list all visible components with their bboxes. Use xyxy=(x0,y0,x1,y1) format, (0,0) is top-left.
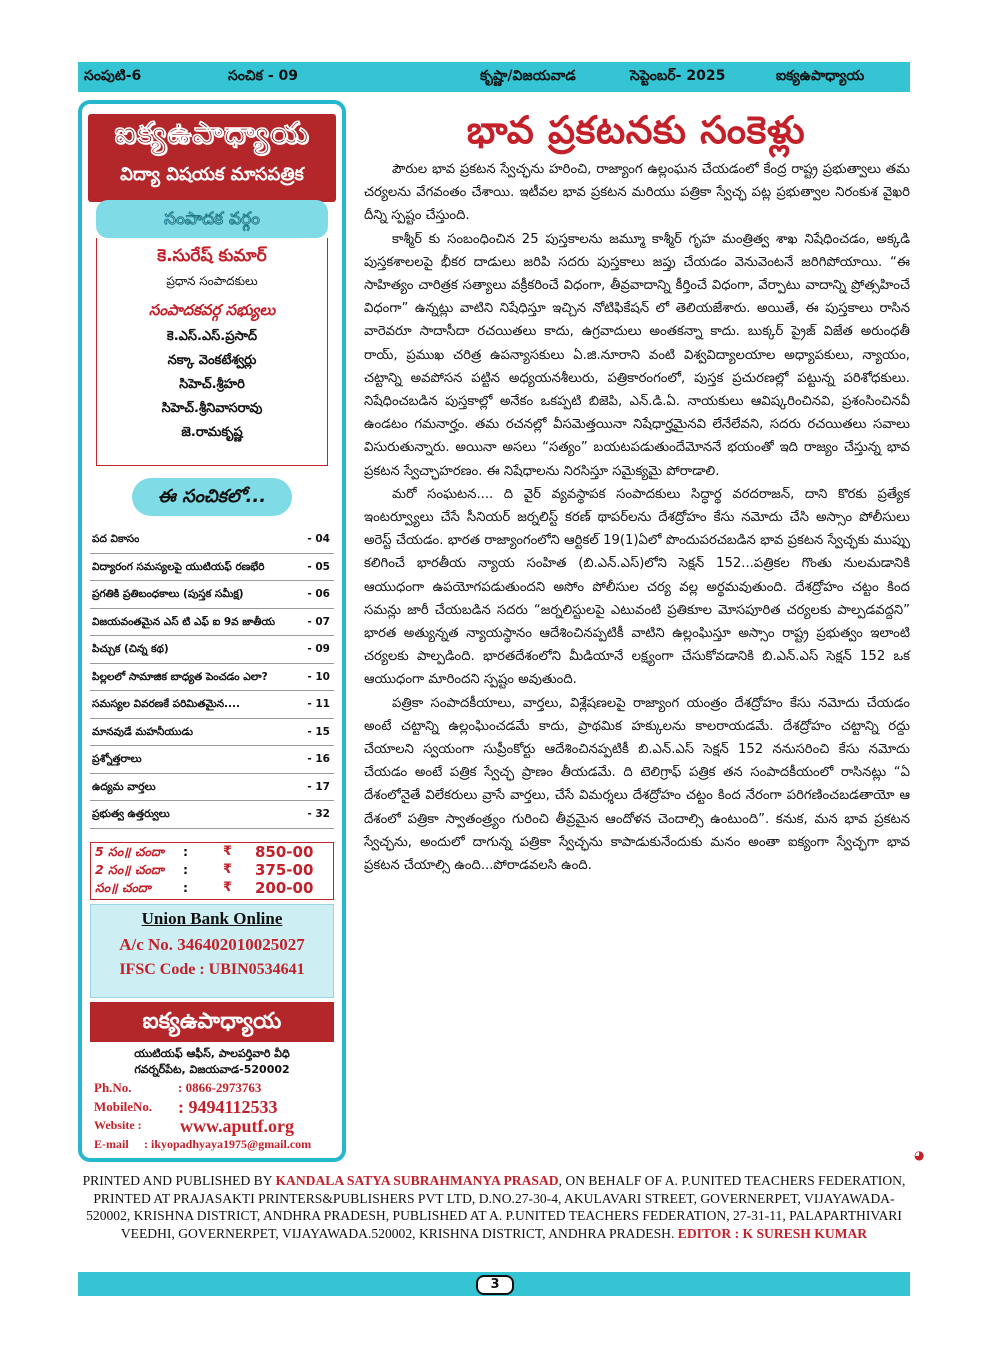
contact-details xyxy=(90,1080,334,1156)
phone-value[interactable]: : 0866-2973763 xyxy=(178,1080,262,1095)
toc-row xyxy=(90,554,334,582)
address-line: యుటియఫ్ ఆఫీస్, పాలపర్తివారి వీధి xyxy=(134,1047,290,1060)
member-name: నక్కా వెంకటేశ్వర్లు xyxy=(167,353,257,368)
table-of-contents xyxy=(90,526,334,829)
toc-page: - 07 xyxy=(307,615,330,628)
article-paragraph: పౌరుల భావ ప్రకటన స్వేచ్ఛను హరించి, రాజ్యాంగ ఉల్లంఘన చేయడంలో కేంద్ర రాష్ట్ర ప్రభుత్వాలు తమ చర్యలను వేగవంతం చేశాయి. ఇటీవల భావ ప్రకటన మరియు పత్రికా స్వేచ్ఛ పట్ల ప్రభుత్వాల నిరంకుశ వైఖరి దీన్ని స్పష్టం చేస్తుంది. xyxy=(364,162,910,224)
mobile-label: MobileNo. xyxy=(94,1099,153,1114)
website-link[interactable]: www.aputf.org xyxy=(180,1116,295,1136)
toc-page: - 15 xyxy=(307,725,330,738)
office-address xyxy=(90,1046,334,1078)
toc-page: - 17 xyxy=(307,780,330,793)
phone-label: Ph.No. xyxy=(94,1080,132,1095)
imprint-text: , ON BEHALF OF A. P.UNITED TEACHERS FEDERATION, PRINTED AT PRAJASAKTI PRINTERS&PUBLISHERS PVT LTD, D.NO.27-30-4, AKULAVARI STREET, GOVERNERPET, VIJAYAWADA- 520002, KRISHNA DISTRICT, ANDHRA PRADESH, PUBLISHED AT A. P.UNITED TEACHERS FEDERATION, 27-31-11, PALAPARTHIVARI VEEDHI, GOVERNERPET, VIJAYAWADA.520002, KRISHNA DISTRICT, ANDHRA PRADESH. xyxy=(86,1173,906,1241)
toc-title: ప్రభుత్వ ఉత్తర్వులు xyxy=(92,808,170,820)
toc-page: - 09 xyxy=(307,643,330,655)
footer-brand: ఐక్యఉపాధ్యాయ xyxy=(90,1002,334,1042)
toc-title: సమస్యల వివరణకే పరిమితమైన.... xyxy=(92,698,241,710)
toc-title: మానవుడే మహనీయుడు xyxy=(92,725,193,738)
subscription-row xyxy=(91,861,333,879)
issue-label: సంచిక - 09 xyxy=(228,67,298,84)
address-line: గవర్నర్‌పేట, విజయవాడ-520002 xyxy=(134,1063,290,1076)
subscription-row xyxy=(91,879,333,897)
subscription-label: 5 సం॥ చందా xyxy=(95,844,164,859)
toc-title: పిచ్చుక (చిన్న కథ) xyxy=(92,643,169,655)
website-label: Website : xyxy=(94,1118,142,1132)
imprint-line xyxy=(78,1172,910,1242)
toc-title: ప్రశ్నోత్తరాలు xyxy=(92,753,142,765)
toc-page: - 06 xyxy=(307,588,330,600)
email-label: E-mail xyxy=(94,1137,129,1151)
members-heading: సంపాదకవర్గ సభ్యులు xyxy=(148,301,276,319)
bank-account: A/c No. 346402010025027 xyxy=(119,935,305,954)
toc-row xyxy=(90,774,334,802)
colon-separator: : xyxy=(183,844,188,859)
subscription-row xyxy=(91,843,333,861)
subscription-label: 2 సం॥ చందా xyxy=(95,862,164,877)
toc-title: పద వికాసం xyxy=(92,533,140,545)
email-row xyxy=(90,1137,334,1156)
page-number: 3 xyxy=(476,1275,514,1295)
volume-label: సంపుటి-6 xyxy=(84,67,142,84)
publisher-name: KANDALA SATYA SUBRAHMANYA PRASAD xyxy=(275,1173,559,1188)
email-link[interactable]: : ikyopadhyaya1975@gmail.com xyxy=(144,1137,312,1151)
subscription-box xyxy=(90,842,334,900)
colon-separator: : xyxy=(183,880,188,895)
editorial-heading: సంపాదక వర్గం xyxy=(96,200,328,238)
editorial-board xyxy=(96,238,328,466)
toc-title: ప్రగతికి ప్రతిబంధకాలు (పుస్తక సమీక్ష) xyxy=(92,588,244,600)
bank-title: Union Bank Online xyxy=(141,909,283,928)
toc-row xyxy=(90,581,334,609)
magazine-label: ఐక్యఉపాధ్యాయ xyxy=(776,67,865,84)
sidebar xyxy=(78,100,346,1162)
toc-row xyxy=(90,609,334,637)
article-headline: భావ ప్రకటనకు సంకెళ్లు xyxy=(466,108,806,152)
subscription-value: 375-00 xyxy=(255,861,314,879)
rupee-icon: ₹ xyxy=(223,880,233,895)
brand-subtitle: విద్యా విషయక మాసపత్రిక xyxy=(120,164,304,185)
rupee-icon: ₹ xyxy=(223,844,233,859)
toc-row xyxy=(90,636,334,664)
member-name: జె.రామకృష్ణ xyxy=(181,425,243,440)
website-row xyxy=(90,1118,334,1137)
article-end-icon: ◕ xyxy=(914,1148,925,1162)
toc-page: - 10 xyxy=(307,670,330,683)
toc-title: ఉద్యమ వార్తలు xyxy=(92,780,156,793)
brand-box xyxy=(88,114,336,202)
place-label: కృష్ణా/విజయవాడ xyxy=(480,67,576,84)
toc-page: - 16 xyxy=(307,753,330,765)
editor-credit: EDITOR : K SURESH KUMAR xyxy=(677,1225,868,1241)
mobile-value[interactable]: : 9494112533 xyxy=(178,1097,278,1117)
toc-row xyxy=(90,746,334,774)
toc-title: పిల్లలలో సామాజిక బాధ్యత పెంచడం ఎలా? xyxy=(92,670,268,683)
colon-separator: : xyxy=(183,862,188,877)
toc-page: - 11 xyxy=(307,698,330,710)
subscription-value: 850-00 xyxy=(255,843,314,861)
chief-editor-role: ప్రధాన సంపాదకులు xyxy=(166,274,258,288)
member-name: కె.ఎస్.ఎస్.ప్రసాద్ xyxy=(166,329,258,344)
toc-page: - 05 xyxy=(307,560,330,573)
imprint-text: PRINTED AND PUBLISHED BY xyxy=(82,1173,276,1188)
toc-row xyxy=(90,664,334,692)
in-this-issue-heading: ఈ సంచికలో... xyxy=(132,478,292,516)
article-paragraph: పత్రికా సంపాదకీయాలు, వార్తలు, విశ్లేషణలపై రాజ్యాంగ యంత్రం దేశద్రోహం కేసు నమోదు చేయడం అంటే చట్టాన్ని ఉల్లంఘించడమే కాదు, ప్రాథమిక హక్కులను కాలరాయడమే. దేశద్రోహం చట్టాన్ని రద్దు చేయాలని స్వయంగా సుప్రీంకోర్టు ఆదేశించినప్పటికీ బి.ఎన్.ఎస్ సెక్షన్ 152 ననుసరించి కేసు నమోదు చేయడం అంటే పత్రిక స్వేచ్ఛ ప్రాణం తీయడమే. ది టెలిగ్రాఫ్ పత్రిక తన సంపాదకీయంలో రాసినట్లు “ఏ దేశంలోనైతే విలేకరులు వ్రాసే వార్తలు, చేసే విమర్శలు దేశద్రోహం చట్టం కింద నేరంగా పరిగణించబడతాయో ఆ దేశంలో పత్రికా స్వాతంత్ర్యం గురించి తీవ్రమైన ఆందోళన చెందాల్సి ఉంటుంది”. కనుక, మన భావ ప్రకటన స్వేచ్ఛను, అందులో దాగున్న పత్రికా స్వేచ్ఛను కాపాడుకునేందుకు మనం అంతా ఐక్యంగా స్వేచ్ఛగా భావ ప్రకటన చేయాల్సి ఉంది...పోరాడవలసి ఉంది. xyxy=(364,695,910,874)
toc-row xyxy=(90,691,334,719)
chief-editor-name: కె.సురేష్ కుమార్ xyxy=(157,246,267,266)
member-name: సిహెచ్.శ్రీహరి xyxy=(179,377,245,392)
article-paragraph: మరో సంఘటన.... ది వైర్ వ్యవస్థాపక సంపాదకులు సిద్ధార్థ వరదరాజన్, దాని కొరకు ప్రత్యేక ఇంటర్వ్యూలు చేసే సీనియర్ జర్నలిస్ట్ కరణ్ థాపర్‌లను దేశద్రోహం కేసు నమోదు చేసి అస్సాం పోలీసులు అరెస్ట్ చేయడం. భారత రాజ్యాంగంలోని ఆర్టికల్ 19(1)ఏలో పొందుపరచబడిన భావ ప్రకటన స్వేచ్ఛకు ముప్పు కలిగించే భారతీయ న్యాయ సంహిత (బి.ఎన్.ఎస్)లోని సెక్షన్ 152...పత్రికల గొంతు నులమడానికి ఆయుధంగా ఉపయోగపడుతుందని అసోం పోలీసుల చర్య వల్ల అర్థమవుతుంది. దేశద్రోహం చట్టం కింద సమన్లు జారీ చేయబడిన సదరు “జర్నలిస్టులపై ఎటువంటి ప్రతికూల మోసపూరిత చర్యలకు పాల్పడవద్దని” భారత అత్యున్నత న్యాయస్థానం ఆదేశించినప్పటికీ వాటిని ఉల్లంఘిస్తూ అస్సాం రాష్ట్ర ప్రభుత్వం ఇలాంటి చర్యలకు పాల్పడింది. భారతదేశంలోని మీడియానే లక్ష్యంగా చేసుకోవడానికి బి.ఎన్.ఎస్ సెక్షన్ 152 ఒక ఆయుధంగా మారిందని స్పష్టం అవుతుంది. xyxy=(364,486,910,688)
subscription-label: సం॥ చందా xyxy=(95,880,151,895)
rupee-icon: ₹ xyxy=(223,862,233,877)
header-bar xyxy=(78,62,910,92)
toc-page: - 04 xyxy=(307,533,330,545)
bank-details xyxy=(90,904,334,998)
date-label: సెప్టెంబర్- 2025 xyxy=(630,67,726,84)
toc-title: విద్యారంగ సమస్యలపై యుటియఫ్ రణభేరి xyxy=(92,560,265,573)
toc-row xyxy=(90,719,334,747)
toc-row xyxy=(90,526,334,554)
toc-title: విజయవంతమైన ఎస్ టి ఎఫ్ ఐ 9వ జాతీయ xyxy=(92,615,275,628)
member-name: సిహెచ్.శ్రీనివాసరావు xyxy=(161,401,263,416)
toc-page: - 32 xyxy=(307,808,330,820)
bank-ifsc: IFSC Code : UBIN0534641 xyxy=(119,961,305,978)
subscription-value: 200-00 xyxy=(255,879,314,897)
article-paragraph: కాశ్మీర్ కు సంబంధించిన 25 పుస్తకాలను జమ్మూ కాశ్మీర్ గృహ మంత్రిత్వ శాఖ నిషేధించడం, అక్కడి పుస్తకశాలలపై భీకర దాడులు జరిపి సదరు పుస్తకాలు జప్తు చేయడం వెనువెంటనే జరిగిపోయాయి. “ఈ సాహిత్యం చారిత్రక సత్యాలు వక్రీకరించే విధంగా, తీవ్రవాదాన్ని కీర్తించే విధంగా, వేర్పాటు వాదాన్ని ప్రోత్సహించే విధంగా” ఉన్నట్లు వాటిని నిషేధిస్తూ ఇచ్చిన నోటిఫికేషన్ లో తెలియజేశారు. అయితే, ఈ పుస్తకాలు రాసిన వారెవరూ సాదాసీదా రచయితలు కాదు, ఉగ్రవాదులు అంతకన్నా కాదు. బుక్కర్ ప్రైజ్ విజేత అరుంధతీ రాయ్, ప్రముఖ చరిత్ర ఉపన్యాసకులు ఏ.జి.నూరాని వంటి విశ్వవిద్యాలయాల అధ్యాపకులు, న్యాయం, చట్టాన్ని అవపోసన పట్టిన అధ్యయనశీలురు, పత్రికారంగంలో, పుస్తక ప్రచురణల్లో పట్టున్న పరిశోధకులు. నిషేధించబడిన పుస్తకాల్లో అనేకం ఒకప్పటి బిజెపి, ఎన్.డి.ఏ. నాయకులు ఆవిష్కరించినవి, ప్రశంసించినవీ ఉండటం గమనార్హం. తమ రచనల్లో వీసమెత్తయినా నిషేధార్హమైనవి లేనేలేవని, సదరు రచయితలు సవాలు విసురుతున్నారు. అయినా అసలు “సత్యం” బయటపడుతుందేమోననే భయంతో ఇది రాజ్యం చేస్తున్న భావ ప్రకటన స్వేచ్ఛాహరణం. ఈ నిషేధాలను నిరసిస్తూ సమైక్యమై పోరాడాలి. xyxy=(364,231,910,479)
toc-row xyxy=(90,801,334,829)
article-body xyxy=(364,158,910,877)
brand-title: ఐక్యఉపాధ్యాయ xyxy=(114,116,310,151)
